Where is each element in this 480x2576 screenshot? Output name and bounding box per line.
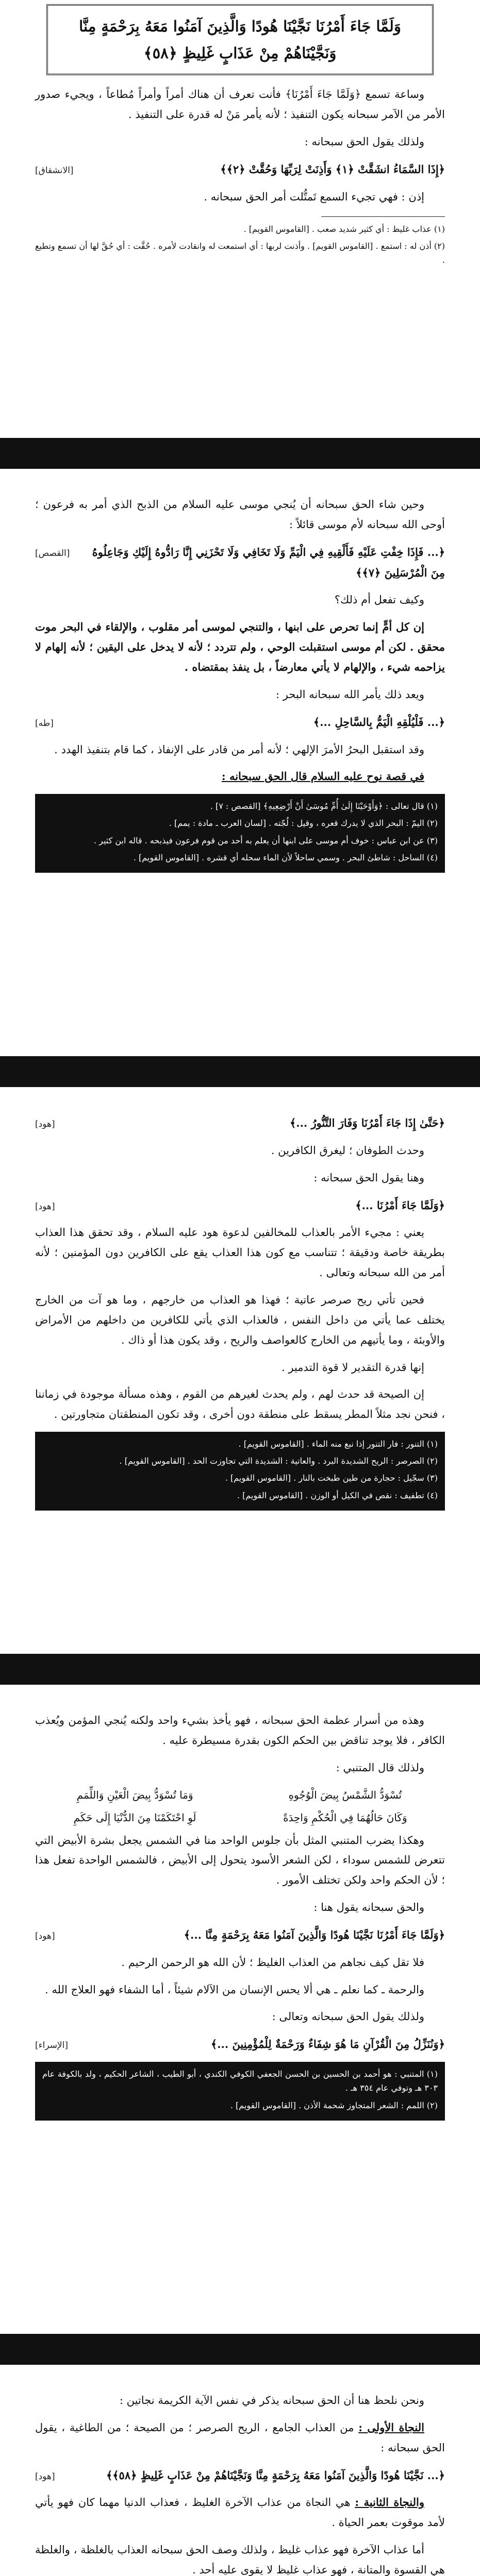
paragraph: ويعد ذلك يأمر الله سبحانه البحر : xyxy=(276,688,424,701)
footnotes-block xyxy=(35,794,445,873)
footnote: (٢) أذن له : استمع . [القاموس القويم] . وأذنت لربها : أي استمعت له وانقادت لأمره . حُقَّت : أي حُقَّ لها أن تسمع وتطيع . xyxy=(35,241,445,265)
paragraph: وقد استقبل البحرُ الأمرَ الإلهي ؛ لأنه أمر من قادر على الإنفاذ ، كما قام بتنفيذ الهدد . xyxy=(54,743,424,756)
poem-hemistich: لَوِ احْتَكَمْنَا مِنَ الدُّنْيَا إِلَى حَكَمِ xyxy=(73,1811,196,1824)
footnote: (١) التنور : فار التنور إذا نبع منه الماء . [القاموس القويم] . xyxy=(238,1439,438,1449)
paragraph: والرحمة ـ كما نعلم ـ هي ألا يحس الإنسان من الآلام شيئاً ، أما الشفاء فهو العلاج الله . xyxy=(45,1983,424,1996)
quran-source: [هود] xyxy=(35,2471,55,2482)
paragraph: وهكذا يضرب المتنبي المثل بأن جلوس الواحد منا في الشمس يجعل بشرة الأبيض التي تتعرض للشمس سوداء ، لكن الشعر الأسود يتحول إلى الأبيض ، فالشمس الواحدة تفعل هذا ؛ لأن الحكم واحد ولكن تختلف الأمور . xyxy=(35,1834,445,1887)
poem-line xyxy=(45,1785,435,1805)
footnote: (٤) الساحل : شاطئ البحر . وسمي ساحلاً لأن الماء سحله أي قشره . [القاموس القويم] . xyxy=(133,852,438,862)
poem-hemistich: تُسْوَدُّ الشَّمْسُ بِيضَ الْوُجُوهِ xyxy=(288,1788,402,1801)
footnotes-block xyxy=(35,1432,445,1511)
paragraph xyxy=(35,2493,445,2533)
page-4 xyxy=(21,1695,459,2329)
paragraph: وهنا يقول الحق سبحانه : xyxy=(313,1171,424,1184)
page-separator xyxy=(0,1654,480,1685)
quran-text: ﴿إِذَا السَّمَاءُ انشَقَّتْ ﴿١﴾ وَأَذِنَتْ لِرَبِّهَا وَحُقَّتْ ﴿٢﴾﴾ xyxy=(220,162,445,176)
paragraph: إذن : فهي تجيء السمع تَمتُّلت أمر الحق سبحانه . xyxy=(204,190,424,203)
paragraph: ولذلك يقول الحق سبحانه : xyxy=(304,135,424,148)
quran-quote xyxy=(35,542,445,583)
paragraph xyxy=(35,2418,445,2458)
quran-quote xyxy=(35,1113,445,1133)
section-label: النجاة الأولى : xyxy=(358,2420,424,2434)
quran-text: ﴿... فَلْيُلْقِهِ الْيَمُّ بِالسَّاحِلِ ...﴾ xyxy=(313,715,445,728)
page-2 xyxy=(21,479,459,1051)
footnote: (١) المتنبي : هو أحمد بن الحسين بن الحسن الجعفي الكوفي الكندي ، أبو الطيب ، الشاعر الحكيم ، ولد بالكوفة عام ٣٠٣ هـ وتوفي عام ٣٥٤ هـ . xyxy=(42,2069,438,2093)
quran-quote xyxy=(35,2465,445,2486)
quran-source: [هود] xyxy=(35,1930,55,1941)
paragraph: والحق سبحانه يقول هنا : xyxy=(313,1901,424,1914)
paragraph-text: هي النجاة من عذاب الآخرة الغليظ ، فعذاب الدنيا مهما كان فهو يأتي لأمد موقوت بعمر الحياة . xyxy=(35,2496,445,2529)
paragraph: فحين تأتي ريح صرصر عاتية ؛ فهذا هو العذاب من خارجهم ، وما هو آت من الخارج يختلف عما يأتي من داخل النفس ، فالعذاب الذي يأتي للكافرين من داخلهم من الأمراض والأوبئة ، وما يأتيهم من الخارج كالعواصف والريح ، وقد يكون هذا أو ذاك . xyxy=(35,1294,445,1346)
section-label: والنجاة الثانية : xyxy=(355,2496,425,2509)
quran-text: ﴿... فَإِذَا خِفْتِ عَلَيْهِ فَأَلْقِيهِ فِي الْيَمِّ وَلَا تَخَافِي وَلَا تَحْزَنِي إِنَّا رَادُّوهُ إِلَيْكِ وَجَاعِلُوهُ مِنَ الْمُرْسَلِينَ ﴿٧﴾﴾ xyxy=(92,545,445,579)
paragraph: أما عذاب الآخرة فهو عذاب غليظ ، ولذلك وصف الحق سبحانه العذاب بالغلظة ، والغلظة هي القسوة والمتانة ، فهو عذاب غليظ لا يقوى عليه أحد . xyxy=(35,2544,445,2576)
footnote: (٢) الصرصر : الريح الشديدة البرد . والعاتية : الشديدة التي تجاوزت الحد . [القاموس القويم] . xyxy=(119,1456,438,1466)
quran-source: [هود] xyxy=(35,1201,55,1212)
footnotes-block xyxy=(35,2062,445,2121)
paragraph: يعني : مجيء الأمر بالعذاب للمخالفين لدعوة هود عليه السلام ، وقد تحقق هذا العذاب بطريقة خاصة ودقيقة ؛ تتناسب مع كون هذا العذاب يقع على الكافرين دون المؤمنين ؛ لأنه أمر من الله سبحانه وتعالى . xyxy=(35,1226,445,1279)
paragraph: وهذه من أسرار عظمة الحق سبحانه ، فهو يأخذ بشيء واحد ولكنه يُنجي المؤمن ويُعذب الكافر ، فلا يوجد تناقض بين الحكم الكون بقدرة مسيطرة عليه . xyxy=(35,1714,445,1747)
footnote: (٣) سجّيل : حجارة من طين طبخت بالنار . [القاموس القويم] . xyxy=(225,1473,438,1483)
paragraph: إن كل أمٍّ إنما تحرص على ابنها ، والتنجي لموسى أمر مقلوب ، والإلقاء في البحر موت محقق . لكن أم موسى استقبلت الوحي ، ولم تتردد ؛ لأنه لا يدخل على اليقين ؛ لأنه إلهام لا يزاحمه شيء ، والإلهام لا يأتي معارضاً ، بل ينفذ بمقتضاه . xyxy=(35,620,445,673)
footnote: (١) عذاب غليظ : أي كثير شديد صعب . [القاموس القويم] . xyxy=(243,224,445,234)
paragraph: ولذلك قال المتنبي : xyxy=(336,1761,424,1774)
page-separator xyxy=(0,2334,480,2365)
quran-quote xyxy=(35,159,445,180)
paragraph: فلا تقل كيف نجاهم من العذاب الغليظ ؛ لأن الله هو الرحمن الرحيم . xyxy=(121,1956,424,1969)
footnote: (١) قال تعالى : ﴿وَأَوْحَيْنَا إِلَىٰ أُمِّ مُوسَىٰ أَنْ أَرْضِعِيهِ﴾ [القصص : ٧] . xyxy=(210,801,438,811)
poem-hemistich: وَمَا تُسْوَدُّ بِيضَ الْعَيْنِ وَاللِّمَمِ xyxy=(76,1788,193,1801)
paragraph: وحدث الطوفان ؛ ليغرق الكافرين . xyxy=(271,1144,424,1157)
paragraph: وساعة تسمع ﴿وَلَمَّا جَاءَ أَمْرُنَا﴾ فأنت تعرف أن هناك أمراً وأمراً مُطاعاً ، ويجيء صدور الأمر من الآمر سبحانه يكون التنفيذ ؛ لأنه يأمر مَنْ له قدرة على التنفيذ . xyxy=(35,88,445,121)
paragraph: وكيف تفعل أم ذلك؟ xyxy=(334,594,424,606)
poem-hemistich: وَكَانَ حَالُهُمَا فِي الْحُكْمِ وَاحِدَةً xyxy=(283,1811,407,1824)
quran-quote xyxy=(35,1925,445,1945)
quran-text: ﴿وَلَمَّا جَاءَ أَمْرُنَا نَجَّيْنَا هُودًا وَالَّذِينَ آمَنُوا مَعَهُ بِرَحْمَةٍ مِنَّا ...﴾ xyxy=(184,1928,445,1941)
footnote: (٢) اليمّ : البحر الذي لا يدرك قعره ، وقيل : لُجّته . [لسان العرب ـ مادة : يمم] . xyxy=(169,818,438,828)
paragraph: ولذلك يقول الحق سبحانه وتعالى : xyxy=(272,2010,424,2023)
quran-quote xyxy=(35,712,445,733)
footnote: (٣) عن ابن عباس : خوف أم موسى على ابنها أن يعلم به أحد من قوم فرعون فيذبحه . قاله ابن كثير . xyxy=(93,835,438,845)
paragraph: إن الصيحة قد حدث لهم ، ولم يحدث لغيرهم من القوم ، وهذه مسألة موجودة في زماننا ، فنحن نجد مثلاً المطر يسقط على منطقة دون أخرى ، وقد تكون المنطقتان متجاورتين . xyxy=(35,1388,445,1421)
quran-source: [طه] xyxy=(35,718,54,728)
footnote-divider xyxy=(321,216,445,217)
page-1 xyxy=(21,0,459,433)
quran-quote xyxy=(35,2034,445,2055)
quran-text: ﴿... نَجَّيْنَا هُودًا وَالَّذِينَ آمَنُوا مَعَهُ بِرَحْمَةٍ مِنَّا وَنَجَّيْنَاهُمْ مِنْ عَذَابٍ غَلِيظٍ ﴿٥٨﴾﴾ xyxy=(106,2468,445,2482)
header-verse: وَلَمَّا جَاءَ أَمْرُنَا نَجَّيْنَا هُودًا وَالَّذِينَ آمَنُوا مَعَهُ بِرَحْمَةٍ مِنَّا وَنَجَّيْنَاهُمْ مِنْ عَذَابٍ غَلِيظٍ ﴿٥٨﴾ xyxy=(79,18,401,62)
page-5 xyxy=(21,2375,459,2576)
quran-text: ﴿حَتَّىٰ إِذَا جَاءَ أَمْرُنَا وَفَارَ التَّنُّورُ ...﴾ xyxy=(289,1116,445,1129)
quran-source: [القصص] xyxy=(35,548,70,558)
quran-text: ﴿وَنُنَزِّلُ مِنَ الْقُرْآنِ مَا هُوَ شِفَاءٌ وَرَحْمَةٌ لِلْمُؤْمِنِينَ ...﴾ xyxy=(210,2038,445,2051)
header-verse-frame xyxy=(46,4,434,75)
paragraph: إنها قدرة التقدير لا قوة التدمير . xyxy=(282,1361,424,1374)
poem-line xyxy=(45,1808,435,1827)
quran-text: ﴿وَلَمَّا جَاءَ أَمْرُنَا ...﴾ xyxy=(355,1198,445,1212)
paragraph-text: من العذاب الجامع ، الريح الصرصر ؛ من الصيحة ؛ من الطاغية ، يقول الحق سبحانه : xyxy=(35,2421,445,2454)
quran-quote xyxy=(35,1195,445,1216)
paragraph: في قصة نوح عليه السلام قال الحق سبحانه : xyxy=(221,770,424,783)
quran-source: [الإسراء] xyxy=(35,2040,69,2051)
paragraph: وحين شاء الحق سبحانه أن يُنجي موسى عليه السلام من الذبح الذي أمر به فرعون ؛ أوحى الله سبحانه لأم موسى قائلاً : xyxy=(35,498,445,531)
page-separator xyxy=(0,1056,480,1087)
paragraph: ونحن نلحظ هنا أن الحق سبحانه يذكر في نفس الآية الكريمة نجاتين : xyxy=(119,2394,424,2406)
footnote: (٤) تطفيف : نقص في الكيل أو الوزن . [القاموس القويم] . xyxy=(237,1490,438,1500)
quran-source: [الانشقاق] xyxy=(35,165,74,176)
page-3 xyxy=(21,1097,459,1649)
footnote: (٢) اللمم : الشعر المتجاوز شحمة الأذن . [القاموس القويم] . xyxy=(230,2100,438,2110)
quran-source: [هود] xyxy=(35,1119,55,1129)
page-separator xyxy=(0,438,480,469)
